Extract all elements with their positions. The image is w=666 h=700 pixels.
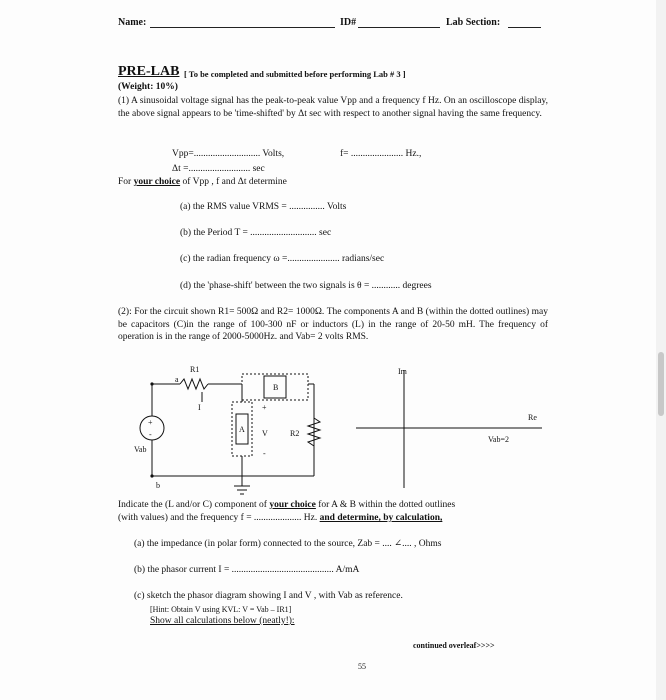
choice-prefix: For <box>118 177 132 187</box>
indicate-line-1 <box>118 500 455 511</box>
v-plus-label: + <box>262 403 267 412</box>
choice-line <box>118 177 287 188</box>
v-minus-label: - <box>263 449 266 458</box>
id-label: ID# <box>340 17 357 28</box>
vab-label: Vab <box>134 445 147 454</box>
indicate-choice: your choice <box>269 500 316 510</box>
part2-hint: [Hint: Obtain V using KVL: V = Vab – IR1] <box>150 605 292 614</box>
page-number: 55 <box>358 662 366 671</box>
part1-item-a: (a) the RMS value VRMS = ............... Volts <box>180 202 347 212</box>
source-minus-label: - <box>149 430 152 439</box>
vpp-line: Vpp=............................ Volts, <box>172 149 285 159</box>
r2-label: R2 <box>290 429 300 438</box>
part2-item-a: (a) the impedance (in polar form) connected to the source, Zab = .... ∠.... , Ohms <box>134 539 442 549</box>
choice-underlined: your choice <box>133 177 181 187</box>
part2-item-b: (b) the phasor current I = ........................................... A/mA <box>134 565 360 575</box>
resistor-r1-icon <box>180 379 208 389</box>
part1-item-d: (d) the 'phase-shift' between the two signals is θ = ............ degrees <box>180 281 432 291</box>
a-label: A <box>239 425 245 434</box>
part2-item-c: (c) sketch the phasor diagram showing I and V , with Vab as reference. <box>134 591 403 601</box>
part1-intro: (1) A sinusoidal voltage signal has the peak-to-peak value Vpp and a frequency f Hz. On an oscilloscope display, the above signal appears to be 'time-shifted' by Δt sec with respect to another signal having the same frequency. <box>118 96 548 119</box>
indicate-text-2a: (with values) and the frequency f = .................... Hz. <box>118 513 318 523</box>
prelab-weight: (Weight: 10%) <box>118 82 178 92</box>
r1-label: R1 <box>190 365 200 374</box>
vertical-scrollbar[interactable] <box>656 0 666 700</box>
part2-intro: (2): For the circuit shown R1= 500Ω and R2= 1000Ω. The components A and B (within the dotted outlines) may be capacitors (C)in the range of 100-300 nF or inductors (L) in the range of 20-50 mH. The frequency of operation is in the range of 2000-5000Hz. and Vab= 2 volts RMS. <box>118 307 548 342</box>
prelab-title: PRE-LAB <box>118 64 180 79</box>
name-field-line <box>150 27 335 28</box>
name-label: Name: <box>118 17 147 28</box>
f-line: f= ...................... Hz., <box>340 149 422 159</box>
source-plus-label: + <box>148 418 153 427</box>
id-field-line <box>358 27 440 28</box>
lab-section-label: Lab Section: <box>446 17 501 28</box>
b-label: B <box>273 383 279 392</box>
im-axis-label: Im <box>398 367 407 376</box>
phasor-axes <box>356 362 546 492</box>
part1-item-c: (c) the radian frequency ω =...................... radians/sec <box>180 254 385 264</box>
lab-section-field-line <box>508 27 541 28</box>
part2-show-calculations: Show all calculations below (neatly!): <box>150 616 295 626</box>
part1-item-b: (b) the Period T = ............................ sec <box>180 228 332 238</box>
indicate-text-1c: for A & B within the dotted outlines <box>318 500 456 510</box>
continued-overleaf: continued overleaf>>>> <box>413 641 495 650</box>
circuit-diagram <box>118 362 358 502</box>
v-label: V <box>262 429 268 438</box>
prelab-subtitle: [ To be completed and submitted before performing Lab # 3 ] <box>184 69 406 79</box>
scrollbar-thumb[interactable] <box>658 352 664 416</box>
choice-rest: of Vpp , f and Δt determine <box>182 177 287 187</box>
indicate-text-1a: Indicate the (L and/or C) component of <box>118 500 267 510</box>
dt-line: Δt =.......................... sec <box>172 164 265 174</box>
node-a-label: a <box>175 375 179 384</box>
phasor-vab-label: Vab=2 <box>488 435 509 444</box>
indicate-determine: and determine, by calculation, <box>319 513 443 523</box>
indicate-line-2 <box>118 513 442 524</box>
re-axis-label: Re <box>528 413 537 422</box>
node-b-label: b <box>156 481 160 490</box>
current-label: I <box>198 403 201 412</box>
